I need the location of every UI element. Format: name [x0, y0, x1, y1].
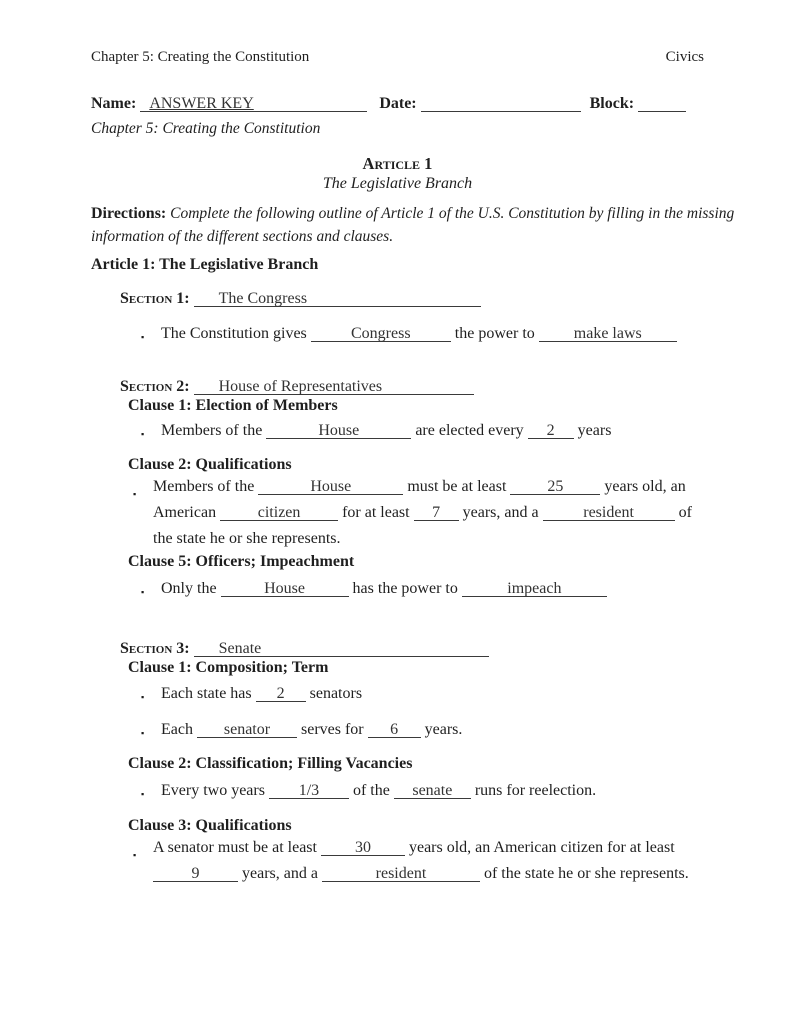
section-3-blank: [194, 640, 489, 657]
bullet-icon: ▪: [141, 332, 145, 342]
bullet-text: of the: [352, 782, 390, 799]
name-label: Name:: [91, 95, 137, 112]
answer-blank: [266, 422, 411, 439]
answer-text: 9: [191, 865, 200, 882]
header-right-text: Civics: [665, 49, 704, 65]
article-heading: Article 1: [362, 154, 433, 173]
bullet-text: years, and a: [242, 865, 318, 882]
answer-text: 30: [354, 839, 371, 856]
answer-blank: [269, 782, 349, 799]
name-value: ANSWER KEY: [149, 95, 254, 112]
s3-clause1-bullet-1: [91, 684, 704, 703]
answer-text: Congress: [351, 325, 411, 342]
bullet-text: Only the: [161, 580, 217, 597]
bullet-text: A senator must be at least: [153, 839, 317, 856]
answer-blank: [221, 580, 349, 597]
bullet-text: Each: [161, 721, 193, 738]
answer-text: 6: [390, 721, 399, 738]
answer-blank: [322, 865, 480, 882]
answer-blank: [256, 685, 306, 702]
bullet-text: of: [678, 504, 692, 521]
bullet-icon: ▪: [141, 692, 145, 702]
clause-heading: Clause 1: Composition; Term: [128, 659, 329, 676]
answer-blank: [528, 422, 574, 439]
answer-text: House: [318, 422, 360, 439]
section-2-row: [91, 377, 704, 396]
bullet-icon: ▪: [141, 728, 145, 738]
clause-heading: Clause 2: Qualifications: [128, 456, 292, 473]
directions-label: Directions:: [91, 205, 167, 222]
bullet-text: years.: [424, 721, 463, 738]
section-2-blank: [194, 378, 474, 395]
directions: [91, 202, 735, 248]
s3-clause3-bullet: [91, 835, 704, 887]
bullet-text: Every two years: [161, 782, 265, 799]
answer-text: resident: [375, 865, 427, 882]
answer-blank: [543, 504, 675, 521]
bullet-text: The Constitution gives: [161, 325, 307, 342]
info-line: [91, 94, 704, 113]
bullet-text: American: [153, 504, 217, 521]
article-subheading: The Legislative Branch: [322, 175, 473, 192]
directions-line-1: [91, 202, 735, 225]
bullet-text: years, and a: [462, 504, 539, 521]
s2-clause1-bullet: [91, 421, 704, 440]
bullet-text: are elected every: [415, 422, 524, 439]
bullet-text: Members of the: [153, 478, 255, 495]
answer-blank: [368, 721, 421, 738]
date-blank: [421, 102, 581, 112]
date-label: Date:: [379, 95, 417, 112]
bullet-line: [91, 474, 704, 500]
s2-clause5-bullet: [91, 579, 704, 598]
bullet-text: senators: [309, 685, 363, 702]
answer-blank: [153, 865, 238, 882]
bullet-icon: ▪: [141, 587, 145, 597]
answer-blank: [462, 580, 607, 597]
bullet-line: [91, 526, 704, 552]
answer-blank: [258, 478, 403, 495]
answer-text: citizen: [257, 504, 301, 521]
bullet-text: Each state has: [161, 685, 252, 702]
page-header: [91, 48, 704, 67]
answer-blank: [539, 325, 677, 342]
answer-blank: [197, 721, 297, 738]
directions-text-2: information of the different sections and clauses.: [91, 228, 394, 245]
bullet-text: runs for reelection.: [474, 782, 597, 799]
answer-text: House: [264, 580, 305, 597]
block-label: Block:: [589, 95, 635, 112]
section-3-answer: Senate: [218, 640, 262, 657]
bullet-text: years old, an: [604, 478, 686, 495]
answer-text: senate: [412, 782, 453, 799]
bullet-text: has the power to: [352, 580, 458, 597]
bullet-icon: ▪: [141, 429, 145, 439]
bullet-icon: ▪: [133, 850, 137, 860]
answer-text: 2: [546, 422, 555, 439]
bullet-text: serves for: [300, 721, 364, 738]
section-2-answer: House of Representatives: [218, 378, 383, 395]
section-3-label: Section 3:: [120, 640, 190, 657]
section-1-answer: The Congress: [218, 290, 308, 307]
clause-heading: Clause 3: Qualifications: [128, 817, 292, 834]
answer-blank: [414, 504, 459, 521]
bullet-text: of the state he or she represents.: [483, 865, 689, 882]
outline-heading: Article 1: The Legislative Branch: [91, 256, 319, 273]
s2-clause2-bullet: [91, 474, 704, 552]
answer-text: House: [310, 478, 352, 495]
bullet-icon: ▪: [141, 789, 145, 799]
bullet-text: years: [577, 422, 612, 439]
bullet-text: the state he or she represents.: [153, 530, 341, 547]
answer-blank: [394, 782, 471, 799]
header-left-text: Chapter 5: Creating the Constitution: [91, 49, 310, 65]
answer-blank: [510, 478, 600, 495]
clause-heading: Clause 1: Election of Members: [128, 397, 338, 414]
section-1-label: Section 1:: [120, 290, 190, 307]
answer-text: 7: [432, 504, 441, 521]
answer-text: 2: [276, 685, 285, 702]
directions-text-1: Complete the following outline of Article 1 of the U.S. Constitution by filling in the missing: [170, 205, 735, 222]
s3-clause2-bullet: [91, 781, 704, 800]
answer-blank: [311, 325, 451, 342]
bullet-text: Members of the: [161, 422, 263, 439]
section-3-row: [91, 639, 704, 658]
answer-text: make laws: [573, 325, 642, 342]
name-blank: [140, 95, 367, 112]
section-1-row: [91, 289, 704, 308]
bullet-line: [91, 835, 704, 861]
section-1-bullet: [91, 324, 704, 343]
answer-text: 25: [547, 478, 564, 495]
section-1-blank: [194, 290, 481, 307]
clause-heading: Clause 2: Classification; Filling Vacancies: [128, 755, 413, 772]
clause-heading: Clause 5: Officers; Impeachment: [128, 553, 355, 570]
answer-text: 1/3: [298, 782, 320, 799]
answer-text: impeach: [507, 580, 562, 597]
answer-blank: [220, 504, 338, 521]
answer-blank: [321, 839, 405, 856]
s3-clause1-bullet-2: [91, 720, 704, 739]
answer-text: resident: [583, 504, 634, 521]
bullet-text: for at least: [342, 504, 410, 521]
section-2-label: Section 2:: [120, 378, 190, 395]
bullet-line: [91, 500, 704, 526]
bullet-text: the power to: [454, 325, 535, 342]
answer-text: senator: [223, 721, 271, 738]
course-line: Chapter 5: Creating the Constitution: [91, 120, 321, 137]
bullet-line: [91, 861, 704, 887]
bullet-icon: ▪: [133, 489, 137, 499]
block-blank: [638, 102, 686, 112]
bullet-text: must be at least: [407, 478, 507, 495]
bullet-text: years old, an American citizen for at least: [408, 839, 675, 856]
